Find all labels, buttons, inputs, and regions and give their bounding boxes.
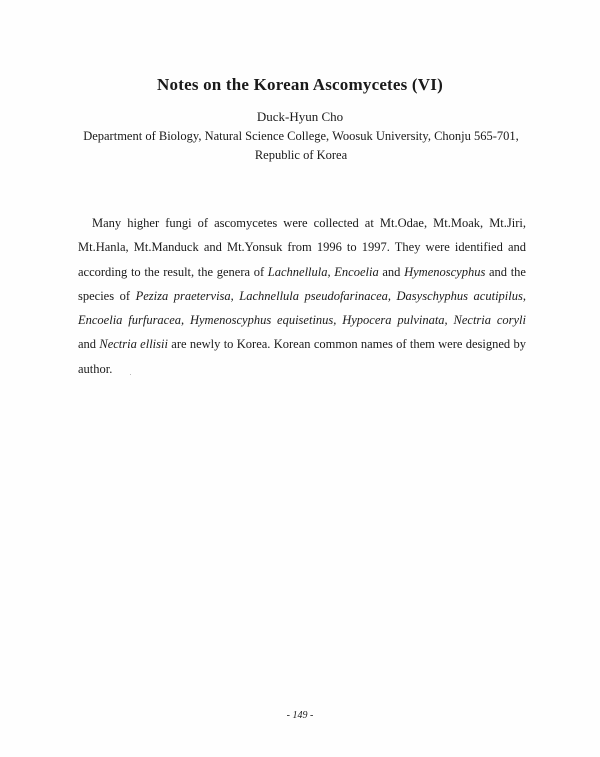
abstract-text-1: Many higher fungi of ascomycetes were collected at Mt.Odae, Mt.Moak, Mt.Jiri, Mt.Hanla, Mt.Manduck and Mt.Yonsuk from 1996 to 1997. They were identified and according to the result, the genera of [78,216,526,279]
abstract-text-2: and the species of [78,264,526,303]
genus-names-2: Hymenoscyphus [404,264,486,279]
abstract-and-1: and [378,264,405,279]
affiliation-line-1: Department of Biology, Natural Science College, Woosuk University, Chonju 565-701, [83,129,519,143]
author-name: Duck-Hyun Cho [256,109,344,124]
species-names-1: Peziza praetervisa, Lachnellula pseudofarinacea, Dasyschyphus acutipilus, Encoelia furfuracea, Hymenoscyphus equisetinus, Hypocera pulvinata, Nectria coryli [78,288,526,328]
author-affiliation [40,127,562,165]
affiliation-line-2: Republic of Korea [254,148,348,162]
species-names-2: Nectria ellisii [99,337,168,352]
page-number: - 149 - [286,710,314,721]
abstract-paragraph [78,211,526,381]
scan-speck [130,374,131,375]
abstract-text-3: are newly to Korea. Korean common names of them were designed by author. [78,337,526,376]
genus-names-1: Lachnellula, Encoelia [267,264,379,279]
abstract-and-2: and [78,337,100,352]
paper-title: Notes on the Korean Ascomycetes (VI) [157,75,443,94]
